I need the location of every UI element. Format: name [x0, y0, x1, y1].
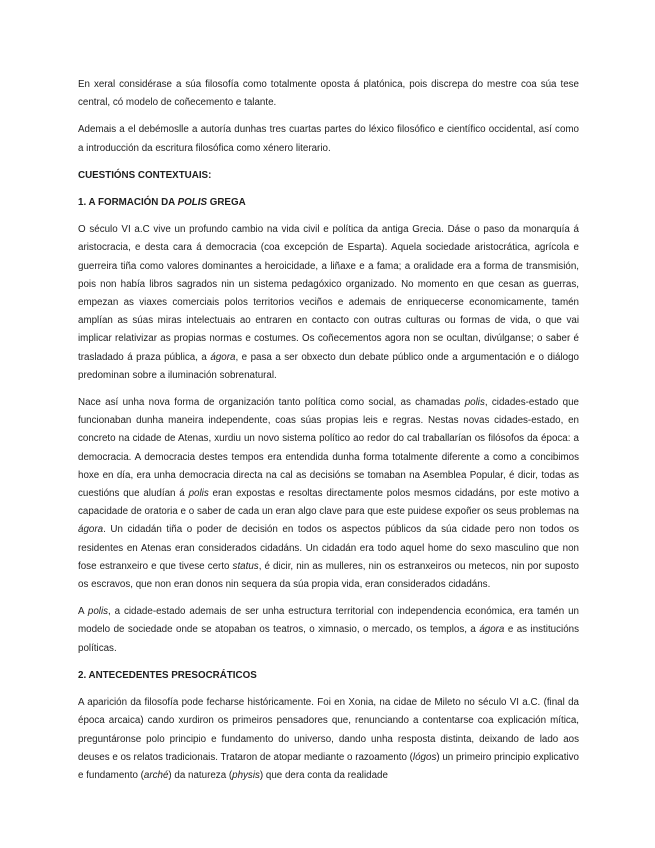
section-2-paragraph-1: A aparición da filosofía pode fecharse históricamente. Foi en Xonia, na cidae de Mileto no século VI a.C. (final da época arcaica) cando xurdiron os primeiros pensadores que, renunciando a contentarse coa explicación mítica, preguntáronse polo principio e fundamento do universo, dando unha resposta distinta, deixando de lado aos deuses e os relatos tradicionais. Trataron de atopar mediante o razoamento (lógos) un primeiro principio explicativo e fundamento (arché) da natureza (physis) que dera conta da realidade — [78, 697, 580, 781]
document-page — [78, 76, 579, 794]
section-1-heading: 1. A FORMACIÓN DA POLIS GREGA — [78, 197, 246, 209]
contextual-questions-heading: CUESTIÓNS CONTEXTUAIS: — [78, 169, 212, 181]
section-2-heading: 2. ANTECEDENTES PRESOCRÁTICOS — [78, 669, 257, 681]
section-1-paragraph-2: Nace así unha nova forma de organización tanto política como social, as chamadas polis, cidades-estado que funcionaban dunha maneira independente, coas súas propias leis e regras. Nestas novas cidades-estado, en concreto na cidade de Atenas, xurdiu un novo sistema político ao redor do cal traballarían os filósofos da época: a democracia. A democracia destes tempos era entendida dunha forma totalmente diferente a como a concibimos hoxe en día, era unha democracia directa na cal as decisións se tomaban na Asemblea Popular, é dicir, todas as cuestións que aludían á polis eran expostas e resoltas directamente polos mesmos cidadáns, por este motivo a capacidade de oratoria e o saber de cada un eran algo clave para que este puidese expoñer os seus problemas na ágora. Un cidadán tiña o poder de decisión en todos os aspectos públicos da súa cidade pero non todos os residentes en Atenas eran considerados cidadáns. Un cidadán era todo aquel home do sexo masculino que non fose estranxeiro e que tivese certo status, é dicir, nin as mulleres, nin os estranxeiros ou metecos, nin por suposto os escravos, que non eran donos nin sequera da súa propia vida, eran considerados cidadáns. — [78, 397, 579, 591]
intro-paragraph-2: Ademais a el debémoslle a autoría dunhas tres cuartas partes do léxico filosófico e científico occidental, así como a introducción da escritura filosófica como xénero literario. — [78, 124, 579, 154]
section-1-paragraph-1: O século VI a.C vive un profundo cambio na vida civil e política da antiga Grecia. Dáse o paso da monarquía á aristocracia, e desta cara á democracia (coa excepción de Esparta). Aquela sociedade aristocrática, agrícola e guerreira tiña como valores dominantes a heroicidade, a liñaxe e a fama; a oralidade era a forma de transmisión, pois non había libros sagrados nin un sistema pedagóxico organizado. No momento en que cesan as guerras, empezan as viaxes comerciais polos territorios veciños e ademais de enriquecerse economicamente, tamén amplían as súas miras intelectuais ao entraren en contacto con outras culturas ou formas de vida, o que vai implicar relativizar as propias normas e costumes. Os coñecementos agora non se ocultan, divúlganse; o saber é trasladado á praza pública, a ágora, e pasa a ser obxecto dun debate público onde a argumentación e o diálogo predominan sobre a iluminación sobrenatural. — [78, 224, 579, 381]
intro-paragraph-1: En xeral considérase a súa filosofía como totalmente oposta á platónica, pois discrepa do mestre coa súa tese central, có modelo de coñecemento e talante. — [78, 79, 579, 109]
section-1-paragraph-3: A polis, a cidade-estado ademais de ser unha estructura territorial con independencia económica, era tamén un modelo de sociedade onde se atopaban os teatros, o ximnasio, o mercado, os templos, a ágora e as institucións políticas. — [78, 606, 579, 654]
